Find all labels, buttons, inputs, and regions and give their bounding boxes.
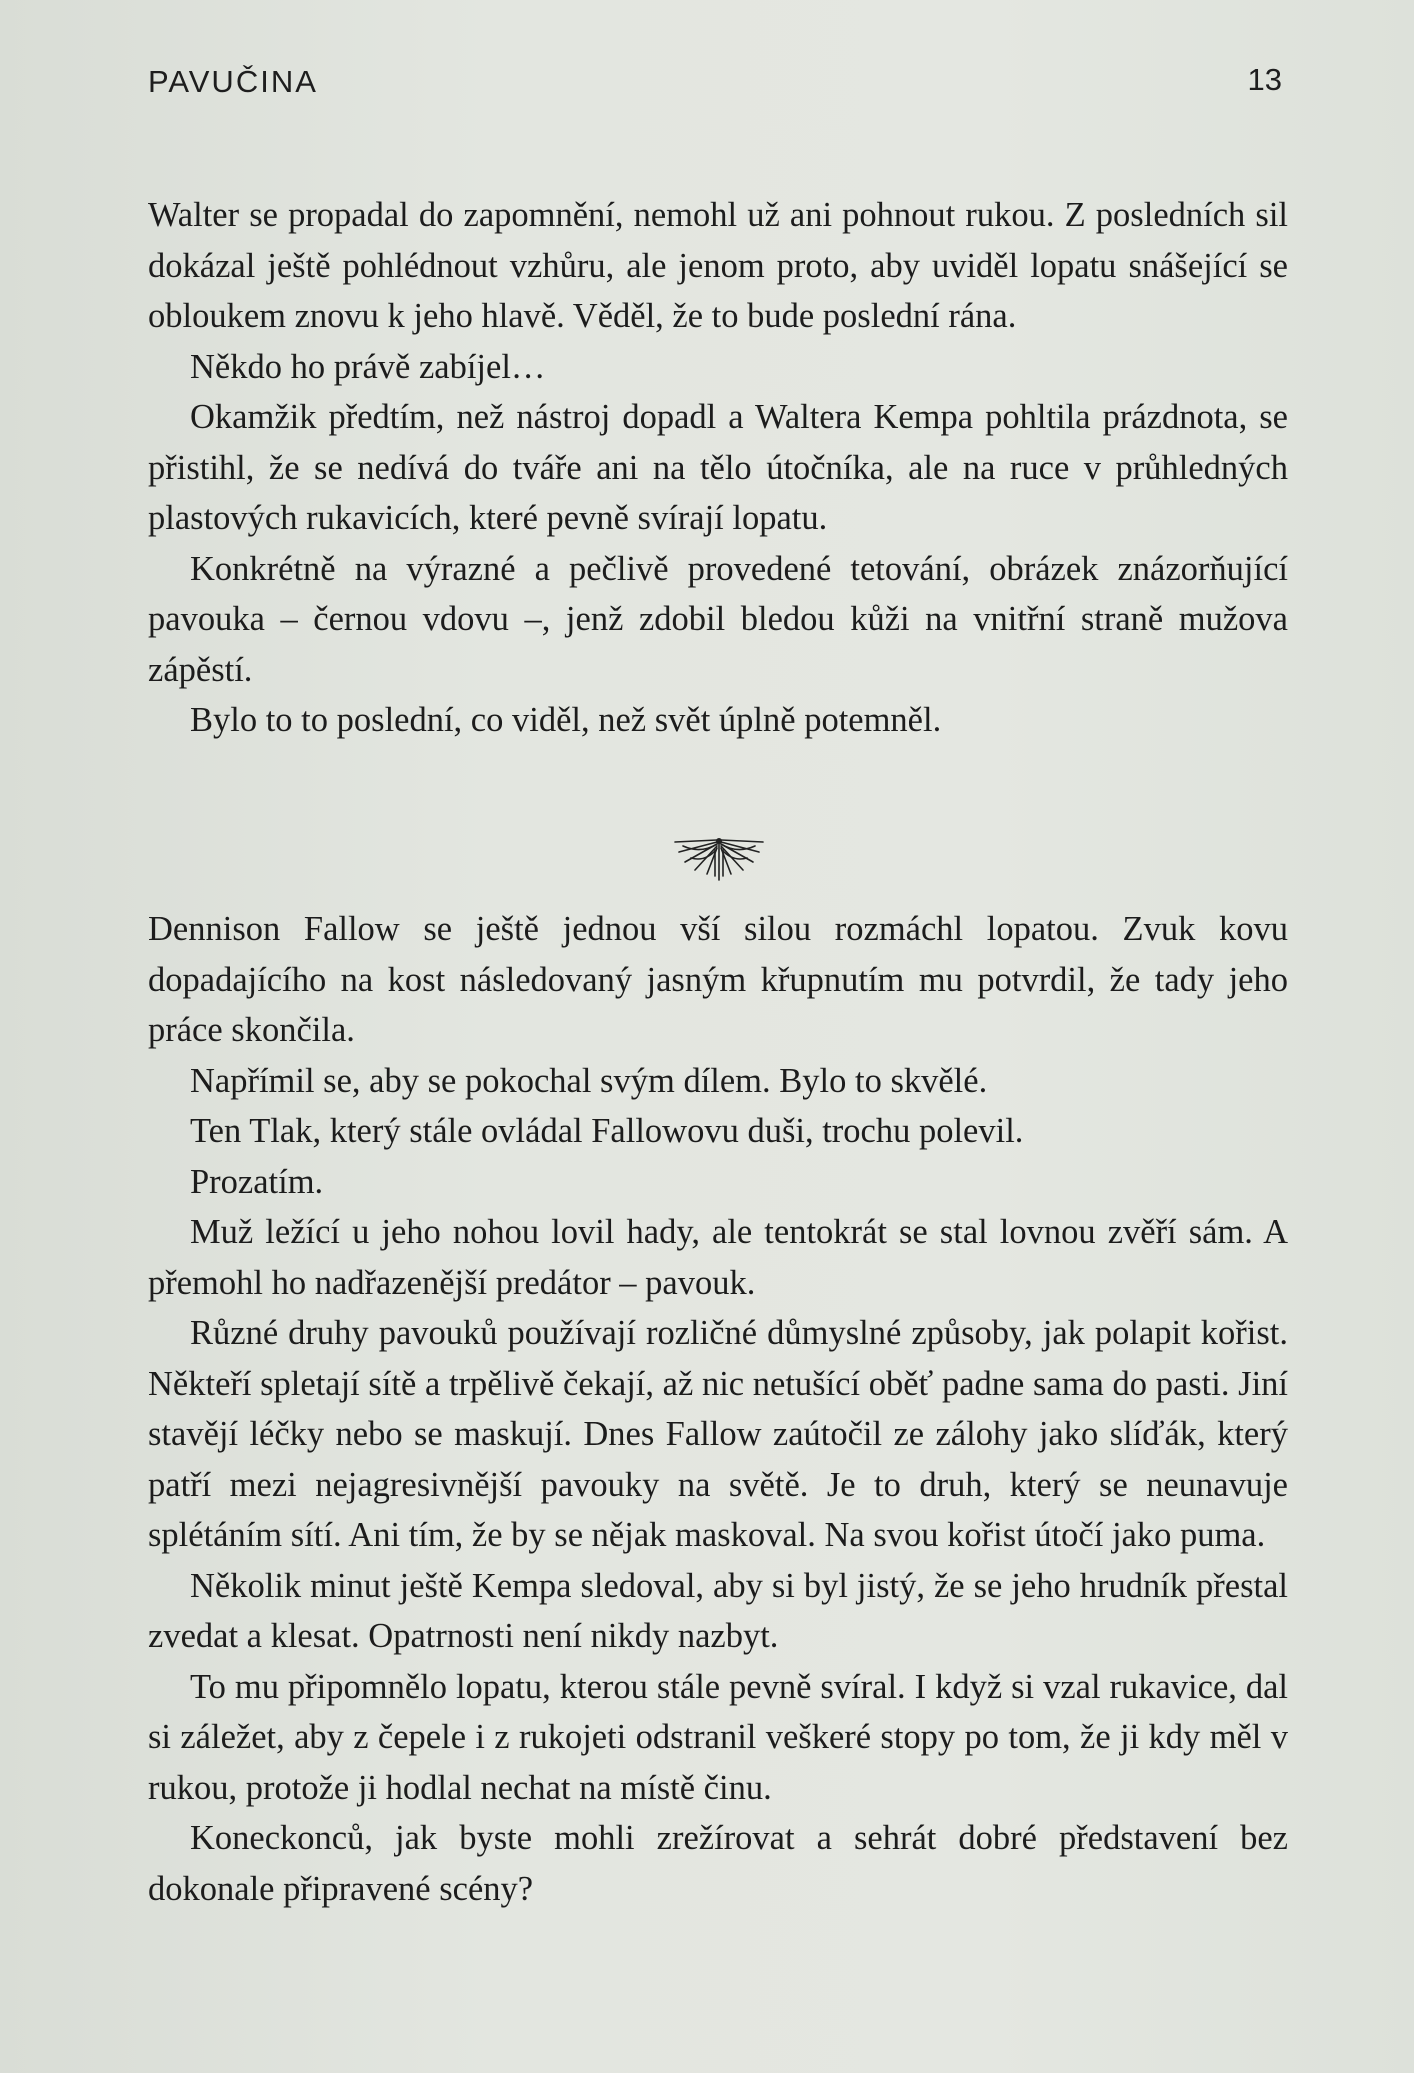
spider-web-ornament-icon bbox=[671, 832, 767, 882]
paragraph: Někdo ho právě zabíjel… bbox=[190, 347, 546, 386]
paragraph: Okamžik předtím, než nástroj dopadl a Waltera Kempa pohltila prázdnota, se přistihl, že se nedívá do tváře ani na tělo útočníka, ale na ruce v průhledných plastových rukavicích, které pevně svírají lopatu. bbox=[148, 398, 1288, 537]
paragraph: Muž ležící u jeho nohou lovil hady, ale tentokrát se stal lovnou zvěří sám. A přemohl ho nadřazenější predátor – pavouk. bbox=[148, 1213, 1288, 1302]
paragraph: Bylo to to poslední, co viděl, než svět úplně potemněl. bbox=[190, 701, 942, 739]
paragraph: Napřímil se, aby se pokochal svým dílem. Bylo to skvělé. bbox=[190, 1061, 988, 1100]
paragraph: To mu připomnělo lopatu, kterou stále pevně svíral. I když si vzal rukavice, dal si záležet, aby z čepele i z rukojeti odstranil veškeré stopy po tom, že ji kdy měl v rukou, protože ji hodlal nechat na místě činu. bbox=[148, 1667, 1288, 1807]
page-number: 13 bbox=[1247, 62, 1282, 97]
paragraph: Konkrétně na výrazné a pečlivě provedené tetování, obrázek znázorňující pavouka – černou vdovu –, jenž zdobil bledou kůži na vnitřní straně mužova zápěstí. bbox=[148, 549, 1288, 689]
paragraph: Několik minut ještě Kempa sledoval, aby si byl jistý, že se jeho hrudník přestal zvedat a klesat. Opatrnosti není nikdy nazbyt. bbox=[148, 1566, 1288, 1655]
paragraph: Různé druhy pavouků používají rozličné důmyslné způsoby, jak polapit kořist. Někteří spletají sítě a trpělivě čekají, až nic netušící oběť padne sama do pasti. Jiní stavějí léčky nebo se maskují. Dnes Fallow zaútočil ze zálohy jako slíďák, který patří mezi nejagresivnější pavouky na světě. Je to druh, který se neunavuje splétáním sítí. Ani tím, že by se nějak maskoval. Na svou kořist útočí jako puma. bbox=[148, 1314, 1288, 1554]
running-title: PAVUČINA bbox=[148, 64, 318, 99]
paragraph: Prozatím. bbox=[190, 1162, 324, 1201]
paragraph: Dennison Fallow se ještě jednou vší silou rozmáchl lopatou. Zvuk kovu dopadajícího na kost následovaný jasným křupnutím mu potvrdil, že tady jeho práce skončila. bbox=[148, 910, 1288, 1049]
paragraph: Walter se propadal do zapomnění, nemohl už ani pohnout rukou. Z posledních sil dokázal ještě pohlédnout vzhůru, ale jenom proto, aby uviděl lopatu snášející se obloukem znovu k jeho hlavě. Věděl, že to bude poslední rána. bbox=[148, 196, 1288, 335]
paragraph: Koneckonců, jak byste mohli zrežírovat a sehrát dobré představení bez dokonale připravené scény? bbox=[148, 1819, 1288, 1908]
section-two bbox=[148, 904, 1288, 1914]
section-one bbox=[148, 190, 1288, 746]
paragraph: Ten Tlak, který stále ovládal Fallowovu duši, trochu polevil. bbox=[190, 1112, 1024, 1150]
